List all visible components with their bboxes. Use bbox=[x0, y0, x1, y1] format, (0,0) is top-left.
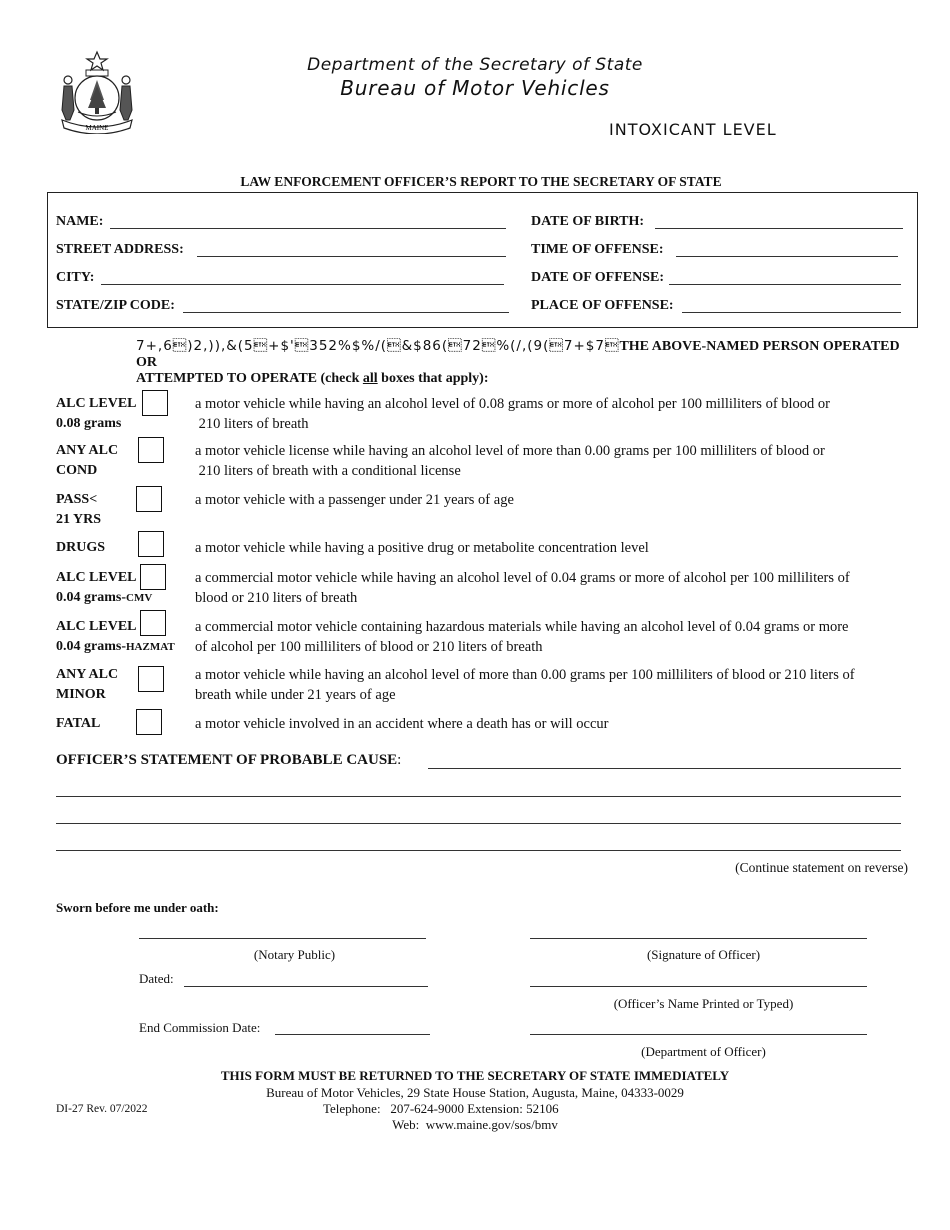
footer-notice: THIS FORM MUST BE RETURNED TO THE SECRETARY OF STATE IMMEDIATELY bbox=[220, 1068, 730, 1083]
offense-label: ALC LEVEL 0.04 grams-HAZMAT bbox=[56, 619, 175, 654]
person-info-box bbox=[47, 192, 918, 328]
sworn-label: Sworn before me under oath: bbox=[56, 900, 219, 915]
offense-label: FATAL bbox=[56, 716, 101, 731]
officer-signature-caption: (Signature of Officer) bbox=[646, 947, 761, 962]
statement-line-2[interactable] bbox=[56, 796, 901, 797]
city-field[interactable] bbox=[101, 284, 504, 285]
footer-address: Bureau of Motor Vehicles, 29 State House Station, Augusta, Maine, 04333-0029 bbox=[266, 1085, 684, 1100]
offense-checkbox-alc-008[interactable] bbox=[142, 390, 168, 416]
offense-description: a motor vehicle while having a positive drug or metabolite concentration level bbox=[195, 540, 649, 556]
street-address-label: STREET ADDRESS: bbox=[56, 242, 184, 257]
offense-checkbox-pass-21[interactable] bbox=[136, 486, 162, 512]
date-of-offense-field[interactable] bbox=[669, 284, 901, 285]
date-of-offense-label: DATE OF OFFENSE: bbox=[531, 270, 665, 285]
officer-name-line[interactable] bbox=[530, 986, 867, 987]
offense-description: a commercial motor vehicle while having an alcohol level of 0.04 grams or more of alcohol per 100 milliliters of blood or 210 liters of breath bbox=[195, 570, 850, 606]
notary-caption: (Notary Public) bbox=[253, 947, 336, 962]
date-of-birth-label: DATE OF BIRTH: bbox=[531, 214, 645, 229]
instruction-line2-all: all bbox=[362, 371, 378, 386]
dated-label: Dated: bbox=[139, 971, 174, 986]
date-of-birth-field[interactable] bbox=[655, 228, 903, 229]
offense-label: ALC LEVEL 0.08 grams bbox=[56, 396, 137, 431]
city-label: CITY: bbox=[56, 270, 95, 285]
place-of-offense-label: PLACE OF OFFENSE: bbox=[531, 298, 674, 313]
end-commission-field[interactable] bbox=[275, 1034, 430, 1035]
offense-checkbox-any-alc-minor[interactable] bbox=[138, 666, 164, 692]
offense-checkbox-alc-004-hazmat[interactable] bbox=[140, 610, 166, 636]
notary-signature-line[interactable] bbox=[139, 938, 426, 939]
name-label: NAME: bbox=[56, 214, 104, 229]
statement-label: OFFICER’S STATEMENT OF PROBABLE CAUSE: bbox=[56, 752, 402, 768]
dated-field[interactable] bbox=[184, 986, 428, 987]
end-commission-label: End Commission Date: bbox=[139, 1020, 261, 1035]
maine-seal-icon bbox=[56, 50, 138, 134]
street-address-field[interactable] bbox=[197, 256, 506, 257]
offense-label: ANY ALC COND bbox=[56, 443, 119, 478]
place-of-offense-field[interactable] bbox=[682, 312, 901, 313]
state-seal bbox=[56, 50, 138, 134]
offense-checkbox-fatal[interactable] bbox=[136, 709, 162, 735]
bureau-title: Bureau of Motor Vehicles bbox=[340, 76, 610, 100]
instruction bbox=[136, 338, 916, 387]
time-of-offense-label: TIME OF OFFENSE: bbox=[531, 242, 664, 257]
offense-description: a motor vehicle license while having an alcohol level of more than 0.00 grams per 100 milliliters of blood or 210 liters of breath with a conditional license bbox=[195, 443, 825, 479]
statement-line-1[interactable] bbox=[428, 768, 901, 769]
continue-note: (Continue statement on reverse) bbox=[735, 860, 908, 875]
department-officer-line[interactable] bbox=[530, 1034, 867, 1035]
offense-checkbox-alc-004-cmv[interactable] bbox=[140, 564, 166, 590]
footer-telephone: Telephone: 207-624-9000 Extension: 52106 bbox=[323, 1101, 559, 1116]
offense-label: ALC LEVEL 0.04 grams-CMV bbox=[56, 570, 153, 605]
statement-line-4[interactable] bbox=[56, 850, 901, 851]
department-title: Department of the Secretary of State bbox=[307, 55, 643, 75]
state-zip-field[interactable] bbox=[183, 312, 509, 313]
offense-checkbox-any-alc-cond[interactable] bbox=[138, 437, 164, 463]
statement-line-3[interactable] bbox=[56, 823, 901, 824]
form-type-title: INTOXICANT LEVEL bbox=[609, 120, 777, 139]
name-field[interactable] bbox=[110, 228, 506, 229]
offense-description: a motor vehicle with a passenger under 21 years of age bbox=[195, 492, 514, 508]
offense-checkbox-drugs[interactable] bbox=[138, 531, 164, 557]
footer-web: Web: www.maine.gov/sos/bmv bbox=[392, 1117, 558, 1132]
instruction-line2-pre: ATTEMPTED TO OPERATE (check bbox=[136, 371, 363, 386]
time-of-offense-field[interactable] bbox=[676, 256, 898, 257]
officer-name-caption: (Officer’s Name Printed or Typed) bbox=[613, 996, 794, 1011]
report-title: LAW ENFORCEMENT OFFICER’S REPORT TO THE SECRETARY OF STATE bbox=[240, 174, 722, 189]
department-officer-caption: (Department of Officer) bbox=[641, 1044, 766, 1059]
instruction-line2-post: boxes that apply): bbox=[377, 371, 489, 386]
instruction-line1: THE ABOVE-NAMED PERSON OPERATED OR bbox=[136, 339, 900, 370]
officer-signature-line[interactable] bbox=[530, 938, 867, 939]
offense-label: DRUGS bbox=[56, 540, 106, 555]
seal-text: MAINE bbox=[85, 124, 109, 132]
offense-description: a commercial motor vehicle containing hazardous materials while having an alcohol level of 0.04 grams or more of alcohol per 100 milliliters of blood or 210 liters of breath bbox=[195, 619, 849, 655]
offense-description: a motor vehicle while having an alcohol level of 0.08 grams or more of alcohol per 100 milliliters of blood or 210 liters of breath bbox=[195, 396, 831, 432]
offense-label: PASS< 21 YRS bbox=[56, 492, 101, 527]
state-zip-label: STATE/ZIP CODE: bbox=[56, 298, 175, 313]
form-id: DI-27 Rev. 07/2022 bbox=[56, 1103, 148, 1115]
offense-description: a motor vehicle involved in an accident where a death has or will occur bbox=[195, 716, 609, 732]
instruction-garbled: 7+,6)2,)),&(5+$'352%$%/(&$86(72%(/,(9(7+$7 bbox=[136, 338, 620, 354]
offense-description: a motor vehicle while having an alcohol level of more than 0.00 grams per 100 milliliters of blood or 210 liters of breath while under 21 years of age bbox=[195, 667, 855, 703]
offense-label: ANY ALC MINOR bbox=[56, 667, 119, 702]
